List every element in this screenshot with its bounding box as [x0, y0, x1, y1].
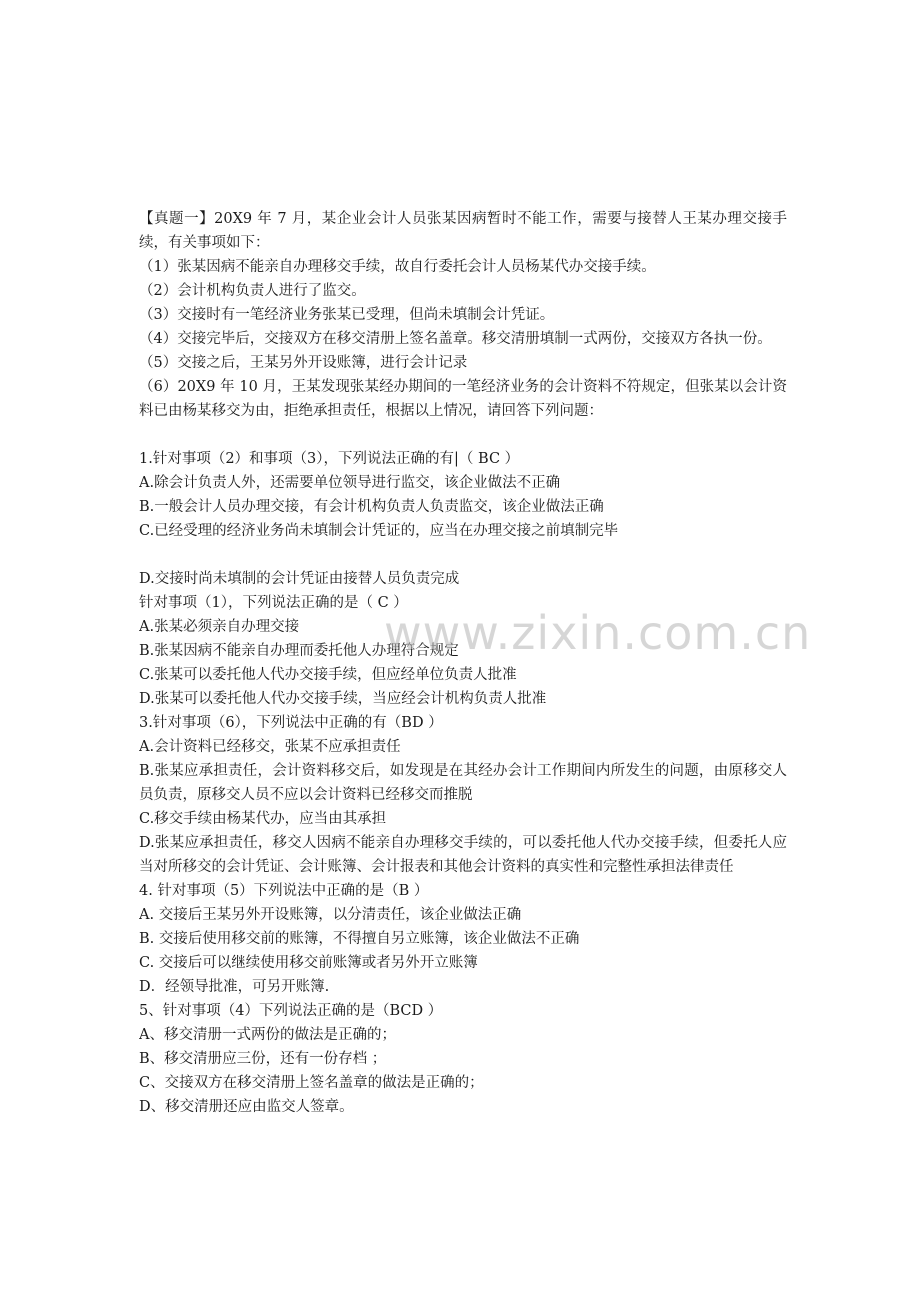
intro-item-4: （4）交接完毕后，交接双方在移交清册上签名盖章。移交清册填制一式两份，交接双方各执一份。 [139, 331, 772, 347]
question-3-option-d: D.张某应承担责任，移交人因病不能亲自办理移交手续的，可以委托他人代办交接手续，但委托人应当对所移交的会计凭证、会计账簿、会计报表和其他会计资料的真实性和完整性承担法律责任 [139, 835, 787, 875]
question-2-option-b: B.张某因病不能亲自办理而委托他人办理符合规定 [139, 643, 459, 659]
watermark: www.zixin.com.cn [384, 606, 812, 660]
question-5-option-d: D、移交清册还应由监交人签章。 [139, 1099, 354, 1115]
intro-item-3: （3）交接时有一笔经济业务张某已受理，但尚未填制会计凭证。 [139, 307, 555, 323]
blank-line [139, 543, 787, 567]
question-5-option-a: A、移交清册一式两份的做法是正确的； [139, 1027, 396, 1043]
question-1-option-b: B.一般会计人员办理交接，有会计机构负责人负责监交，该企业做法正确 [139, 499, 604, 515]
intro-paragraph: 【真题一】20X9 年 7 月，某企业会计人员张某因病暂时不能工作，需要与接替人王某办理交接手续，有关事项如下： [139, 211, 787, 251]
question-3-option-c: C.移交手续由杨某代办，应当由其承担 [139, 811, 387, 827]
question-2-option-d: D.张某可以委托他人代办交接手续，当应经会计机构负责人批准 [139, 691, 547, 707]
intro-item-2: （2）会计机构负责人进行了监交。 [139, 283, 366, 299]
question-3-option-a: A.会计资料已经移交，张某不应承担责任 [139, 739, 401, 755]
question-1-option-c: C.已经受理的经济业务尚未填制会计凭证的，应当在办理交接之前填制完毕 [139, 523, 619, 539]
question-5-option-b: B、移交清册应三份，还有一份存档 ； [139, 1051, 387, 1067]
question-2-stem: 针对事项（1），下列说法正确的是（ C ） [139, 595, 408, 611]
question-2-option-a: A.张某必须亲自办理交接 [139, 619, 300, 635]
question-1-option-a: A.除会计负责人外，还需要单位领导进行监交，该企业做法不正确 [139, 475, 561, 491]
question-4-option-b: B. 交接后使用移交前的账簿，不得擅自另立账簿，该企业做法不正确 [139, 931, 580, 947]
question-4-stem: 4. 针对事项（5）下列说法中正确的是（B ） [139, 883, 429, 899]
question-4-option-c: C. 交接后可以继续使用移交前账簿或者另外开立账簿 [139, 955, 478, 971]
intro-item-1: （1）张某因病不能亲自办理移交手续，故自行委托会计人员杨某代办交接手续。 [139, 259, 656, 275]
intro-item-5: （5）交接之后，王某另外开设账簿，进行会计记录 [139, 355, 468, 371]
question-3-stem: 3.针对事项（6），下列说法中正确的有（BD ） [139, 715, 443, 731]
question-4-option-d: D．经领导批准，可另开账簿. [139, 979, 330, 995]
question-2-option-c: C.张某可以委托他人代办交接手续，但应经单位负责人批准 [139, 667, 517, 683]
question-5-stem: 5、针对事项（4）下列说法正确的是（BCD ） [139, 1003, 443, 1019]
intro-item-6: （6）20X9 年 10 月，王某发现张某经办期间的一笔经济业务的会计资料不符规定，但张某以会计资料已由杨某移交为由，拒绝承担责任，根据以上情况，请回答下列问题： [139, 379, 787, 419]
question-5-option-c: C、交接双方在移交清册上签名盖章的做法是正确的； [139, 1075, 484, 1091]
question-4-option-a: A. 交接后王某另外开设账簿，以分清责任，该企业做法正确 [139, 907, 522, 923]
question-3-option-b: B.张某应承担责任，会计资料移交后，如发现是在其经办会计工作期间内所发生的问题，由原移交人员负责，原移交人员不应以会计资料已经移交而推脱 [139, 763, 787, 803]
question-1-stem: 1.针对事项（2）和事项（3），下列说法正确的有|（ BC ） [139, 451, 520, 467]
blank-line [139, 423, 787, 447]
document-body [139, 207, 787, 1119]
question-1-option-d: D.交接时尚未填制的会计凭证由接替人员负责完成 [139, 571, 460, 587]
